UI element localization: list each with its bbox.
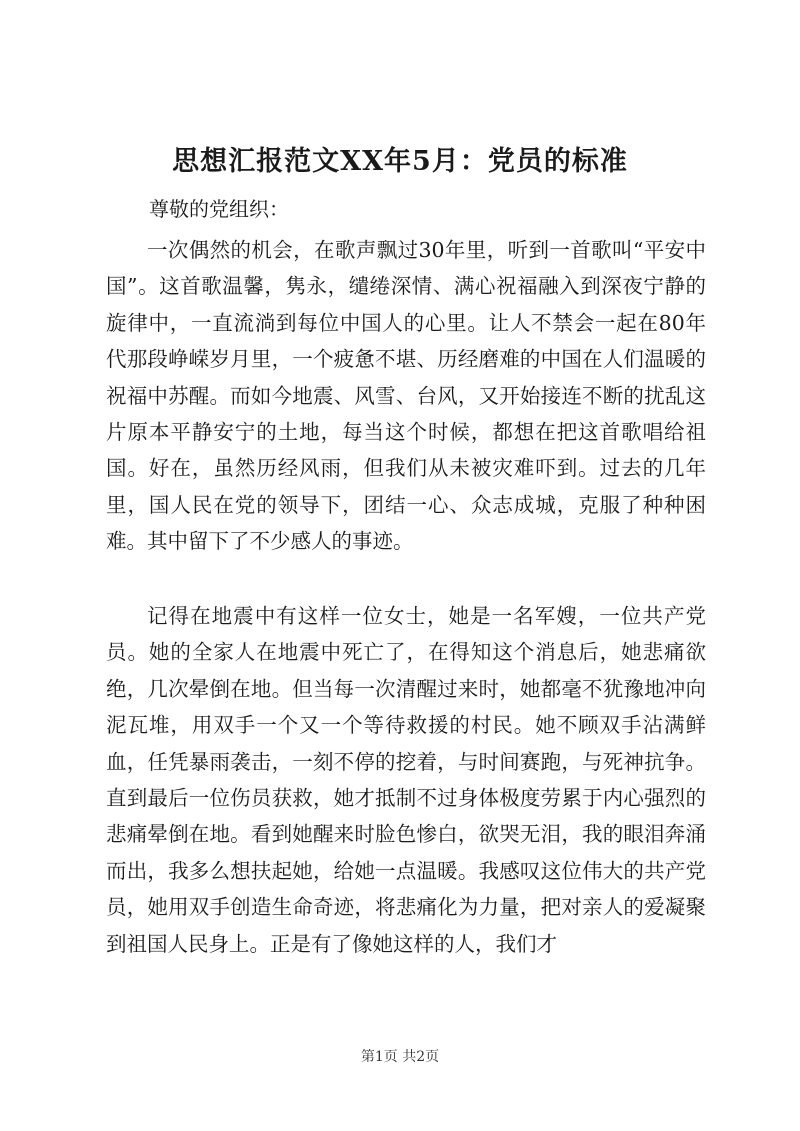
paragraph-1: 一次偶然的机会，在歌声飘过30年里，听到一首歌叫“平安中国”。这首歌温馨，隽永，缱绻深情、满心祝福融入到深夜宁静的旋律中，一直流淌到每位中国人的心里。让人不禁会一起在80年代那段峥嵘岁月里，一个疲惫不堪、历经磨难的中国在人们温暖的祝福中苏醒。而如今地震、风雪、台风，又开始接连不断的扰乱这片原本平静安宁的土地，每当这个时候，都想在把这首歌唱给祖国。好在，虽然历经风雨，但我们从未被灾难吓到。过去的几年里，国人民在党的领导下，团结一心、众志成城，克服了种种困难。其中留下了不少感人的事迹。 (106, 238, 706, 554)
document-title: 思想汇报范文XX年5月：党员的标准 (172, 146, 628, 177)
salutation: 尊敬的党组织： (149, 197, 289, 221)
page-footer: 第1页 共2页 (360, 1049, 440, 1065)
paragraph-2: 记得在地震中有这样一位女士，她是一名军嫂，一位共产党员。她的全家人在地震中死亡了，在得知这个消息后，她悲痛欲绝，几次晕倒在地。但当每一次清醒过来时，她都毫不犹豫地冲向泥瓦堆，用双手一个又一个等待救援的村民。她不顾双手沾满鲜血，任凭暴雨袭击，一刻不停的挖着，与时间赛跑，与死神抗争。直到最后一位伤员获救，她才抵制不过身体极度劳累于内心强烈的悲痛晕倒在地。看到她醒来时脸色惨白，欲哭无泪，我的眼泪奔涌而出，我多么想扶起她，给她一点温暖。我感叹这位伟大的共产党员，她用双手创造生命奇迹，将悲痛化为力量，把对亲人的爱凝聚到祖国人民身上。正是有了像她这样的人，我们才 (106, 604, 706, 956)
